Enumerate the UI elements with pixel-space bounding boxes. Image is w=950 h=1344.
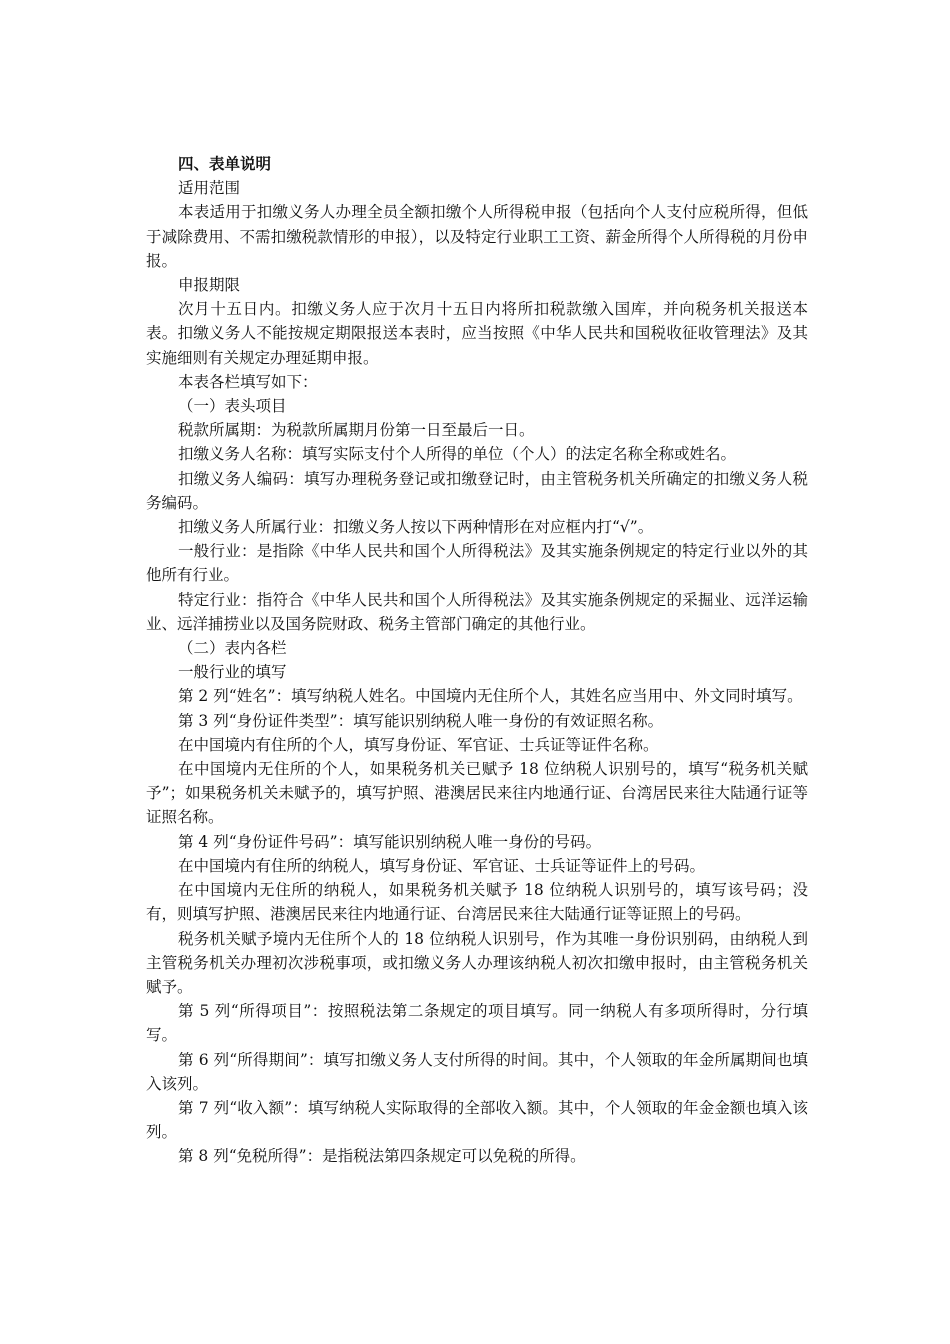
paragraph: 税务机关赋予境内无住所个人的 18 位纳税人识别号，作为其唯一身份识别码，由纳税人到主管税务机关办理初次涉税事项，或扣缴义务人办理该纳税人初次扣缴申报时，由主管税务机关赋予。 — [146, 929, 808, 996]
paragraph: 扣缴义务人编码：填写办理税务登记或扣缴登记时，由主管税务机关所确定的扣缴义务人税务编码。 — [146, 469, 808, 512]
document-body — [146, 152, 808, 1169]
paragraph: 一般行业的填写 — [178, 663, 287, 682]
paragraph: 一般行业：是指除《中华人民共和国个人所得税法》及其实施条例规定的特定行业以外的其他所有行业。 — [146, 542, 808, 585]
paragraph: 申报期限 — [178, 276, 241, 295]
paragraph: 第 2 列“姓名”：填写纳税人姓名。中国境内无住所个人，其姓名应当用中、外文同时填写。 — [178, 687, 803, 706]
paragraph: 在中国境内无住所的纳税人，如果税务机关赋予 18 位纳税人识别号的，填写该号码；没有，则填写护照、港澳居民来往内地通行证、台湾居民来往大陆通行证等证照上的号码。 — [146, 881, 808, 924]
paragraph: （一）表头项目 — [178, 397, 287, 416]
paragraph: 次月十五日内。扣缴义务人应于次月十五日内将所扣税款缴入国库，并向税务机关报送本表。扣缴义务人不能按规定期限报送本表时，应当按照《中华人民共和国税收征收管理法》及其实施细则有关规定办理延期申报。 — [146, 300, 808, 367]
paragraph: 本表适用于扣缴义务人办理全员全额扣缴个人所得税申报（包括向个人支付应税所得，但低于减除费用、不需扣缴税款情形的申报），以及特定行业职工工资、薪金所得个人所得税的月份申报。 — [146, 203, 808, 270]
paragraph: 扣缴义务人所属行业：扣缴义务人按以下两种情形在对应框内打“√”。 — [178, 518, 654, 537]
paragraph: 第 8 列“免税所得”：是指税法第四条规定可以免税的所得。 — [178, 1147, 586, 1166]
section-title: 四、表单说明 — [178, 154, 272, 173]
paragraph: 第 6 列“所得期间”：填写扣缴义务人支付所得的时间。其中，个人领取的年金所属期间也填入该列。 — [146, 1050, 808, 1093]
paragraph: 第 3 列“身份证件类型”：填写能识别纳税人唯一身份的有效证照名称。 — [178, 711, 664, 730]
paragraph: 税款所属期：为税款所属期月份第一日至最后一日。 — [178, 421, 535, 440]
paragraph: 扣缴义务人名称：填写实际支付个人所得的单位（个人）的法定名称全称或姓名。 — [178, 445, 737, 464]
paragraph: （二）表内各栏 — [178, 639, 287, 658]
paragraph: 特定行业：指符合《中华人民共和国个人所得税法》及其实施条例规定的采掘业、远洋运输业、远洋捕捞业以及国务院财政、税务主管部门确定的其他行业。 — [146, 590, 808, 633]
paragraph: 在中国境内有住所的个人，填写身份证、军官证、士兵证等证件名称。 — [178, 735, 659, 754]
paragraph: 在中国境内无住所的个人，如果税务机关已赋予 18 位纳税人识别号的，填写“税务机关赋予”；如果税务机关未赋予的，填写护照、港澳居民来往内地通行证、台湾居民来往大陆通行证等证照名称。 — [146, 760, 808, 827]
paragraph: 适用范围 — [178, 179, 241, 198]
paragraph: 第 5 列“所得项目”：按照税法第二条规定的项目填写。同一纳税人有多项所得时，分行填写。 — [146, 1002, 808, 1045]
paragraph: 在中国境内有住所的纳税人，填写身份证、军官证、士兵证等证件上的号码。 — [178, 856, 706, 875]
paragraph: 第 7 列“收入额”：填写纳税人实际取得的全部收入额。其中，个人领取的年金金额也填入该列。 — [146, 1098, 808, 1142]
paragraph: 本表各栏填写如下： — [178, 372, 318, 391]
paragraph: 第 4 列“身份证件号码”：填写能识别纳税人唯一身份的号码。 — [178, 832, 602, 851]
